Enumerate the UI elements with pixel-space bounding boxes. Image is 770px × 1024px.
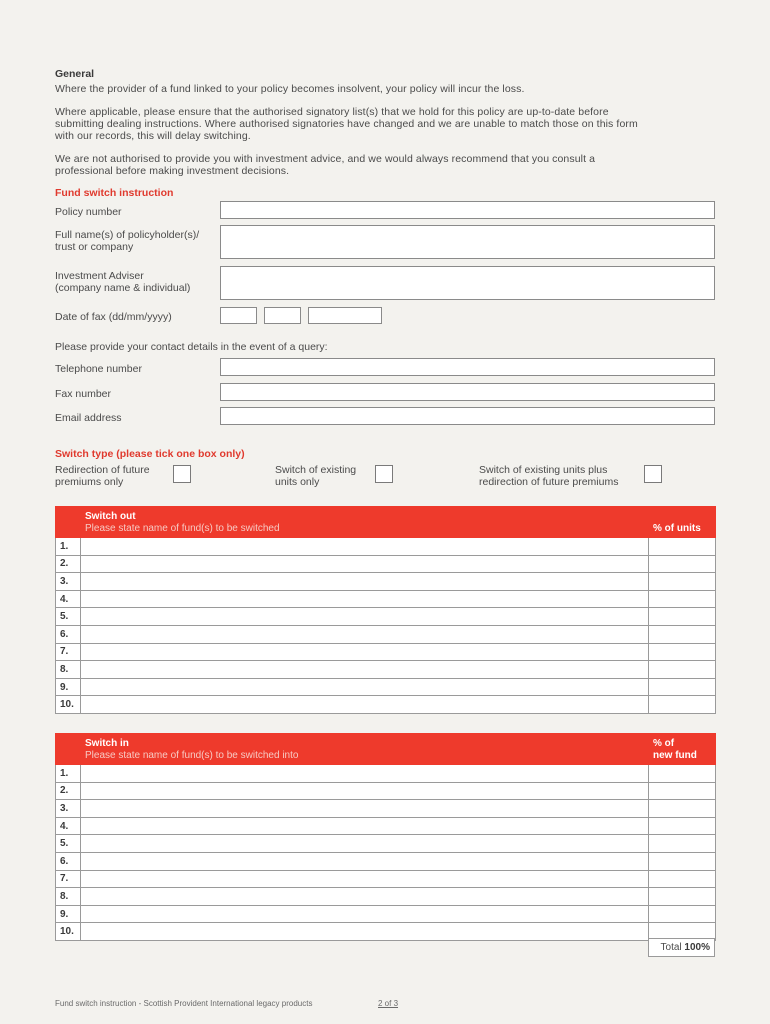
switch-out-fund-cell[interactable] xyxy=(81,678,649,696)
adviser-field[interactable] xyxy=(220,266,715,300)
switch-in-pct-cell[interactable] xyxy=(649,870,716,888)
email-field[interactable] xyxy=(220,407,715,425)
switch-in-pct-cell[interactable] xyxy=(649,782,716,800)
switch-in-fund-cell[interactable] xyxy=(81,800,649,818)
switch-out-pct-cell[interactable] xyxy=(649,625,716,643)
switch-out-fund-cell[interactable] xyxy=(81,696,649,714)
switch-out-header xyxy=(81,507,649,538)
full-name-label-line-2: trust or company xyxy=(55,241,134,253)
switch-out-fund-cell[interactable] xyxy=(81,608,649,626)
fax-field[interactable] xyxy=(220,383,715,401)
contact-prompt: Please provide your contact details in the event of a query: xyxy=(55,341,328,353)
table-row-number: 4. xyxy=(56,817,81,835)
adviser-label-line-2: (company name & individual) xyxy=(55,282,191,294)
fax-year-field[interactable] xyxy=(308,307,382,324)
switch-option-1-line-1: Redirection of future xyxy=(55,464,150,476)
table-row-number: 2. xyxy=(56,782,81,800)
table-row-number: 3. xyxy=(56,573,81,591)
switch-out-pct-cell[interactable] xyxy=(649,555,716,573)
table-row-number: 5. xyxy=(56,835,81,853)
switch-option-3-line-1: Switch of existing units plus xyxy=(479,464,608,476)
switch-in-corner xyxy=(56,734,81,765)
telephone-label: Telephone number xyxy=(55,363,142,375)
fax-day-field[interactable] xyxy=(220,307,257,324)
table-row-number: 10. xyxy=(56,696,81,714)
table-row-number: 10. xyxy=(56,923,81,941)
switch-out-pct-cell[interactable] xyxy=(649,696,716,714)
switch-in-pct-header xyxy=(649,734,716,765)
switch-option-1-line-2: premiums only xyxy=(55,476,124,488)
table-row-number: 7. xyxy=(56,643,81,661)
email-label: Email address xyxy=(55,412,122,424)
switch-in-fund-cell[interactable] xyxy=(81,905,649,923)
switch-in-fund-cell[interactable] xyxy=(81,765,649,783)
table-row-number: 3. xyxy=(56,800,81,818)
switch-out-pct-cell[interactable] xyxy=(649,608,716,626)
switch-out-fund-cell[interactable] xyxy=(81,661,649,679)
table-row-number: 8. xyxy=(56,661,81,679)
table-row-number: 9. xyxy=(56,905,81,923)
table-row-number: 1. xyxy=(56,538,81,556)
switch-in-pct-cell[interactable] xyxy=(649,800,716,818)
switch-out-corner xyxy=(56,507,81,538)
general-paragraph-2-line-2: submitting dealing instructions. Where authorised signatories have changed and we are unable to match those on this form xyxy=(55,118,638,130)
adviser-label-line-1: Investment Adviser xyxy=(55,270,144,282)
switch-in-pct-cell[interactable] xyxy=(649,817,716,835)
general-paragraph-2-line-1: Where applicable, please ensure that the authorised signatory list(s) that we hold for this policy are up-to-date before xyxy=(55,106,609,118)
instruction-heading: Fund switch instruction xyxy=(55,187,174,199)
switch-existing-units-checkbox[interactable] xyxy=(375,465,393,483)
table-row-number: 8. xyxy=(56,888,81,906)
table-row-number: 6. xyxy=(56,625,81,643)
total-box xyxy=(648,938,715,957)
footer-text: Fund switch instruction - Scottish Provident International legacy products xyxy=(55,999,313,1008)
switch-out-pct-cell[interactable] xyxy=(649,590,716,608)
switch-in-title: Switch in xyxy=(85,738,129,749)
fax-month-field[interactable] xyxy=(264,307,301,324)
switch-in-fund-cell[interactable] xyxy=(81,888,649,906)
switch-out-subtitle: Please state name of fund(s) to be switched xyxy=(85,523,280,534)
switch-out-pct-cell[interactable] xyxy=(649,573,716,591)
total-value: 100% xyxy=(684,942,710,953)
switch-in-fund-cell[interactable] xyxy=(81,835,649,853)
switch-out-pct-cell[interactable] xyxy=(649,643,716,661)
telephone-field[interactable] xyxy=(220,358,715,376)
switch-in-pct-cell[interactable] xyxy=(649,852,716,870)
switch-in-pct-cell[interactable] xyxy=(649,765,716,783)
table-row-number: 2. xyxy=(56,555,81,573)
table-row-number: 5. xyxy=(56,608,81,626)
redirection-future-premiums-checkbox[interactable] xyxy=(173,465,191,483)
switch-out-fund-cell[interactable] xyxy=(81,643,649,661)
switch-in-fund-cell[interactable] xyxy=(81,817,649,835)
switch-out-fund-cell[interactable] xyxy=(81,590,649,608)
date-of-fax-label: Date of fax (dd/mm/yyyy) xyxy=(55,311,172,323)
switch-in-table xyxy=(55,733,716,941)
switch-out-pct-cell[interactable] xyxy=(649,538,716,556)
switch-out-fund-cell[interactable] xyxy=(81,573,649,591)
total-label: Total xyxy=(660,942,682,953)
switch-in-subtitle: Please state name of fund(s) to be switched into xyxy=(85,750,299,761)
table-row-number: 4. xyxy=(56,590,81,608)
switch-option-2-line-1: Switch of existing xyxy=(275,464,357,476)
table-row-number: 9. xyxy=(56,678,81,696)
switch-in-pct-cell[interactable] xyxy=(649,835,716,853)
general-heading: General xyxy=(55,68,95,80)
switch-in-pct-label-line-1: % of xyxy=(653,738,675,749)
table-row-number: 7. xyxy=(56,870,81,888)
switch-in-fund-cell[interactable] xyxy=(81,782,649,800)
general-paragraph-2-line-3: with our records, this will delay switching. xyxy=(55,130,251,142)
table-row-number: 1. xyxy=(56,765,81,783)
switch-out-fund-cell[interactable] xyxy=(81,538,649,556)
switch-out-pct-cell[interactable] xyxy=(649,678,716,696)
switch-and-redirection-checkbox[interactable] xyxy=(644,465,662,483)
switch-in-fund-cell[interactable] xyxy=(81,852,649,870)
switch-option-3-line-2: redirection of future premiums xyxy=(479,476,619,488)
policy-number-field[interactable] xyxy=(220,201,715,219)
switch-out-title: Switch out xyxy=(85,511,136,522)
switch-in-header xyxy=(81,734,649,765)
switch-in-fund-cell[interactable] xyxy=(81,923,649,941)
switch-type-heading: Switch type (please tick one box only) xyxy=(55,448,245,460)
switch-out-table xyxy=(55,506,716,714)
fax-label: Fax number xyxy=(55,388,112,400)
switch-out-fund-cell[interactable] xyxy=(81,555,649,573)
switch-out-fund-cell[interactable] xyxy=(81,625,649,643)
switch-out-pct-cell[interactable] xyxy=(649,661,716,679)
switch-in-pct-cell[interactable] xyxy=(649,888,716,906)
switch-in-fund-cell[interactable] xyxy=(81,870,649,888)
general-paragraph-3-line-1: We are not authorised to provide you with investment advice, and we would always recommend that you consult a xyxy=(55,153,596,165)
full-name-label-line-1: Full name(s) of policyholder(s)/ xyxy=(55,229,200,241)
general-paragraph-3-line-2: professional before making investment decisions. xyxy=(55,165,290,177)
switch-in-pct-cell[interactable] xyxy=(649,905,716,923)
table-row-number: 6. xyxy=(56,852,81,870)
switch-out-pct-header: % of units xyxy=(649,507,716,538)
full-name-field[interactable] xyxy=(220,225,715,259)
policy-number-label: Policy number xyxy=(55,206,122,218)
switch-option-2-line-2: units only xyxy=(275,476,320,488)
page-number: 2 of 3 xyxy=(378,999,399,1008)
switch-in-pct-label-line-2: new fund xyxy=(653,750,697,761)
general-paragraph-1: Where the provider of a fund linked to your policy becomes insolvent, your policy will incur the loss. xyxy=(55,83,525,95)
